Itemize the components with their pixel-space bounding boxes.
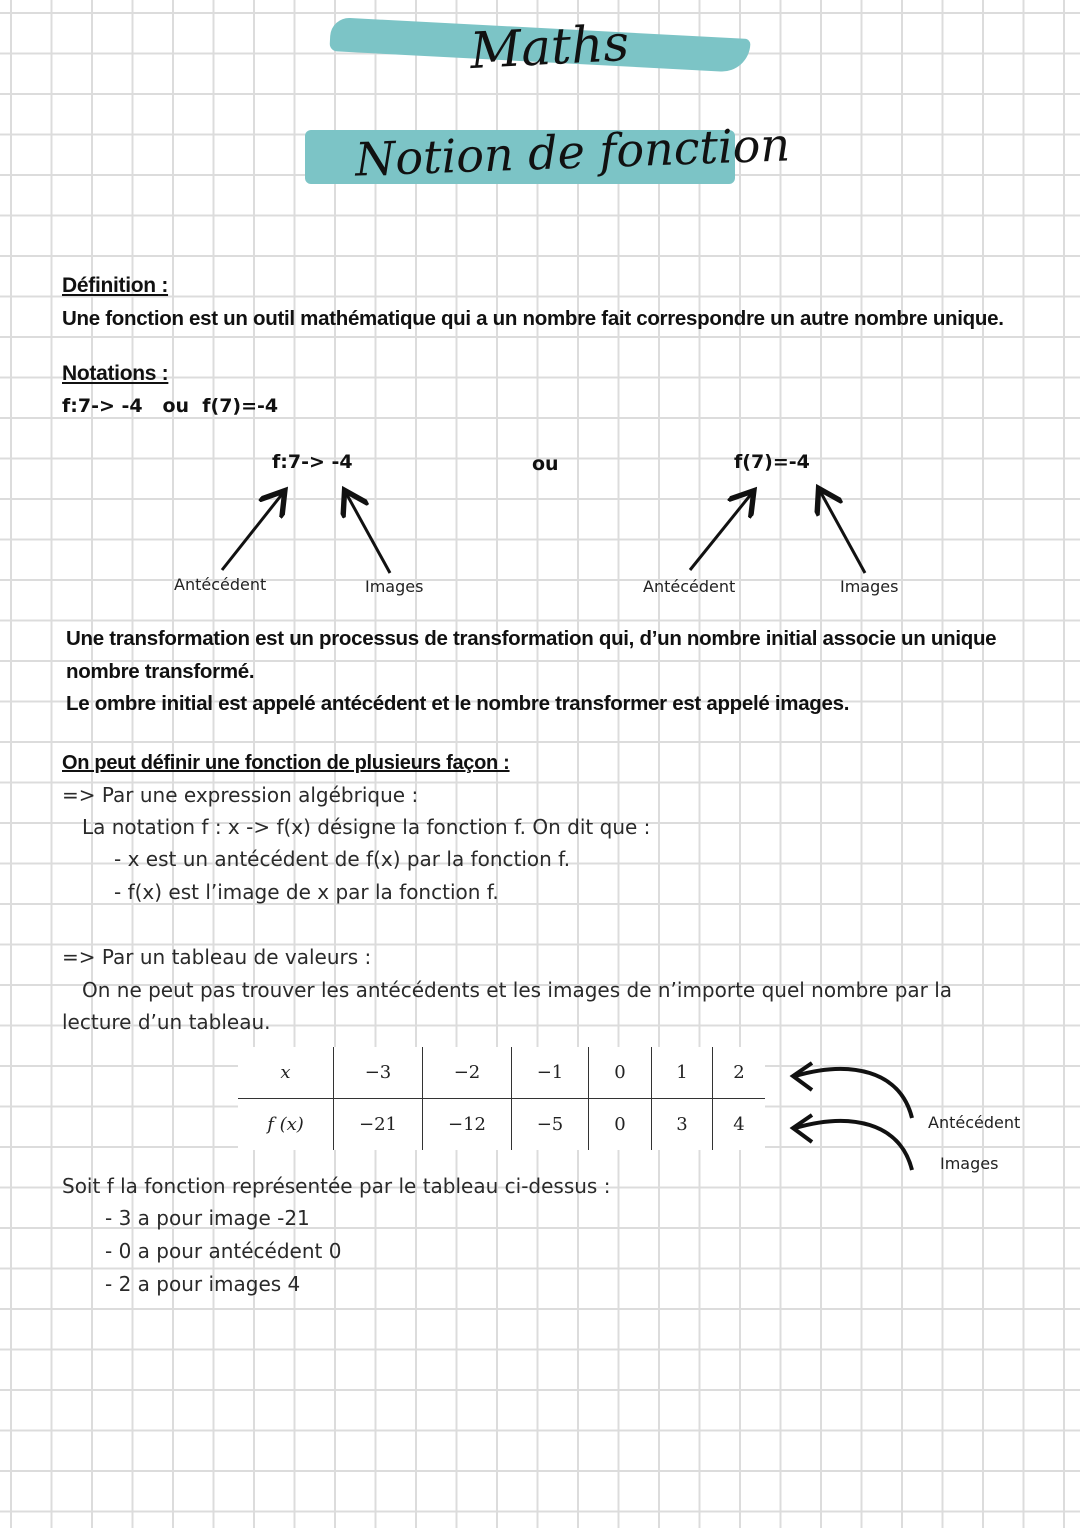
row-label-fx: f (x) xyxy=(238,1099,334,1151)
right-antecedent-arrow xyxy=(690,493,752,570)
right-antecedent-label: Antécédent xyxy=(643,577,736,596)
transformation-line3: Le ombre initial est appelé antécédent et le nombre transformer est appelé images. xyxy=(66,692,850,715)
x-value-cell: 0 xyxy=(589,1047,652,1099)
example-item-2: - 0 a pour antécédent 0 xyxy=(105,1239,342,1263)
left-antecedent-arrow xyxy=(222,493,283,570)
value-table xyxy=(238,1047,765,1150)
page-title: Notion de fonction xyxy=(354,117,791,187)
algebraic-text: La notation f : x -> f(x) désigne la fonction f. On dit que : xyxy=(82,815,651,839)
x-value-cell: 2 xyxy=(713,1047,766,1099)
definition-heading: Définition : xyxy=(62,274,169,297)
table-text-line1: On ne peut pas trouver les antécédents et les images de n’importe quel nombre par la xyxy=(82,978,953,1002)
x-value-cell: −2 xyxy=(423,1047,512,1099)
table-antecedent-label: Antécédent xyxy=(928,1113,1021,1132)
algebraic-bullet-2: - f(x) est l’image de x par la fonction f. xyxy=(114,880,499,904)
example-intro: Soit f la fonction représentée par le tableau ci-dessus : xyxy=(62,1174,611,1198)
antecedent-curve-arrow xyxy=(795,1069,912,1118)
table-images-label: Images xyxy=(940,1154,999,1173)
fx-value-cell: −21 xyxy=(334,1099,423,1151)
example-item-3: - 2 a pour images 4 xyxy=(105,1272,301,1296)
fx-value-cell: −12 xyxy=(423,1099,512,1151)
diagram-left-expression: f:7-> -4 xyxy=(272,451,353,473)
subject-title: Maths xyxy=(468,13,631,81)
left-image-label: Images xyxy=(365,577,424,596)
transformation-line1: Une transformation est un processus de transformation qui, d’un nombre initial associe un unique xyxy=(66,627,997,650)
algebraic-bullet-1: - x est un antécédent de f(x) par la fonction f. xyxy=(114,847,571,871)
notations-line: f:7-> -4 ou f(7)=-4 xyxy=(62,395,279,417)
left-antecedent-label: Antécédent xyxy=(174,575,267,594)
table-heading: => Par un tableau de valeurs : xyxy=(62,945,372,969)
fx-value-cell: −5 xyxy=(512,1099,589,1151)
images-curve-arrow xyxy=(795,1121,912,1170)
fx-value-cell: 3 xyxy=(652,1099,713,1151)
x-value-cell: −1 xyxy=(512,1047,589,1099)
left-image-arrow xyxy=(346,493,390,573)
row-label-x: x xyxy=(238,1047,334,1099)
right-image-label: Images xyxy=(840,577,899,596)
table-text-line2: lecture d’un tableau. xyxy=(62,1010,271,1034)
fx-value-cell: 0 xyxy=(589,1099,652,1151)
definition-text: Une fonction est un outil mathématique qui a un nombre fait correspondre un autre nombre unique. xyxy=(62,307,1004,330)
x-value-cell: −3 xyxy=(334,1047,423,1099)
fx-value-cell: 4 xyxy=(713,1099,766,1151)
example-item-1: - 3 a pour image -21 xyxy=(105,1206,310,1230)
algebraic-heading: => Par une expression algébrique : xyxy=(62,783,419,807)
diagram-or: ou xyxy=(532,453,559,475)
transformation-line2: nombre transformé. xyxy=(66,660,255,683)
notations-heading: Notations : xyxy=(62,362,169,385)
table-row-x xyxy=(238,1047,765,1099)
x-value-cell: 1 xyxy=(652,1047,713,1099)
diagram-right-expression: f(7)=-4 xyxy=(734,451,810,473)
define-ways-heading: On peut définir une fonction de plusieurs façon : xyxy=(62,752,510,774)
table-row-fx xyxy=(238,1099,765,1151)
right-image-arrow xyxy=(820,491,865,573)
